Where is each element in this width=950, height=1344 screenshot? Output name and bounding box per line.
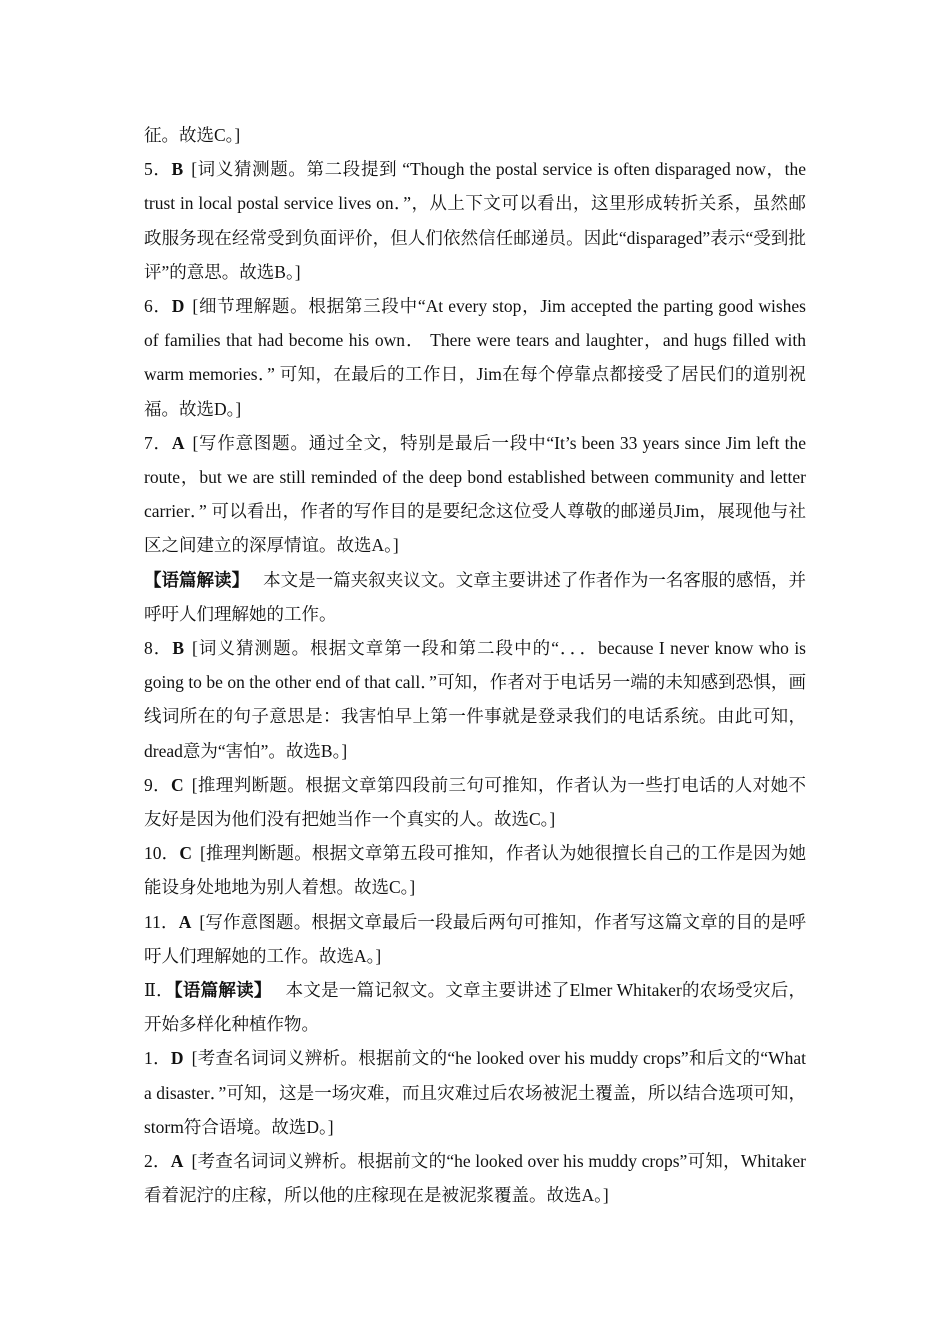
explanation-text: [推理判断题。根据文章第四段前三句可推知，作者认为一些打电话的人对她不友好是因为他们没有把她当作一个真实的人。故选C。] [144, 774, 807, 830]
answer-letter: C [171, 774, 184, 795]
passage-summary [144, 563, 806, 631]
answer-letter: A [171, 432, 185, 453]
answer-letter: B [171, 159, 184, 180]
passage-summary-section-2 [144, 973, 806, 1041]
explanation-text: [细节理解题。根据第三段中“At every stop，Jim accepted the parting good wishes of families that had become his own． There were tears and laughter，and hugs filled with warm memories．” 可知，在最后的工作日，Jim在每个停靠点都接受了居民们的道别祝福。故选D。] [144, 296, 806, 419]
section-number: Ⅱ． [144, 980, 174, 1001]
answer-item-5 [144, 152, 806, 289]
answer-item-6 [144, 289, 806, 426]
answer-item-7 [144, 426, 806, 563]
item-number: 5． [144, 159, 172, 180]
paragraph-text: 征。故选C。] [144, 125, 241, 145]
continuation-paragraph [144, 118, 806, 152]
answer-page [144, 118, 806, 1213]
answer-item-ii-2 [144, 1144, 806, 1212]
summary-text: 本文是一篇记叙文。文章主要讲述了Elmer Whitaker的农场受灾后，开始多样化种植作物。 [144, 980, 807, 1035]
item-number: 8． [144, 638, 173, 659]
explanation-text: [考查名词词义辨析。根据前文的“he looked over his muddy crops”和后文的“What a disaster．”可知，这是一场灾难，而且灾难过后农场被泥土覆盖，所以结合选项可知，storm符合语境。故选D。] [144, 1048, 806, 1137]
item-number: 7． [144, 432, 172, 453]
explanation-text: [推理判断题。根据文章第五段可推知，作者认为她很擅长自己的工作是因为她能设身处地地为别人着想。故选C。] [144, 843, 807, 898]
answer-item-10 [144, 836, 806, 904]
answer-letter: D [170, 1048, 184, 1069]
item-number: 6． [144, 296, 172, 317]
answer-letter: A [170, 1151, 184, 1172]
answer-item-11 [144, 905, 806, 973]
section-heading: 【语篇解读】 [144, 569, 250, 590]
item-number: 2． [144, 1151, 171, 1172]
answer-item-9 [144, 768, 806, 836]
summary-text: 本文是一篇夹叙夹议文。文章主要讲述了作者作为一名客服的感悟，并呼吁人们理解她的工作。 [144, 569, 807, 624]
explanation-text: [写作意图题。根据文章最后一段最后两句可推知，作者写这篇文章的目的是呼吁人们理解她的工作。故选A。] [144, 911, 806, 966]
answer-item-8 [144, 631, 806, 768]
item-number: 9． [144, 774, 172, 795]
answer-letter: C [179, 843, 192, 864]
item-number: 10． [144, 843, 180, 864]
item-number: 1． [144, 1048, 171, 1069]
answer-letter: D [171, 296, 185, 317]
answer-letter: A [178, 911, 192, 932]
item-number: 11． [144, 911, 179, 932]
answer-letter: B [172, 638, 185, 659]
explanation-text: [考查名词词义辨析。根据前文的“he looked over his muddy crops”可知，Whitaker看着泥泞的庄稼，所以他的庄稼现在是被泥浆覆盖。故选A。] [144, 1151, 806, 1206]
explanation-text: [写作意图题。通过全文，特别是最后一段中“It’s been 33 years since Jim left the route，but we are still reminded of the deep bond established between community and letter carrier．” 可以看出，作者的写作目的是要纪念这位受人尊敬的邮递员Jim，展现他与社区之间建立的深厚情谊。故选A。] [144, 432, 806, 556]
explanation-text: [词义猜测题。第二段提到 “Though the postal service is often disparaged now，the trust in local postal service lives on．”，从上下文可以看出，这里形成转折关系，虽然邮政服务现在经常受到负面评价，但人们依然信任邮递员。因此“disparaged”表示“受到批评”的意思。故选B。] [144, 159, 806, 282]
section-heading: 【语篇解读】 [173, 980, 272, 1001]
answer-item-ii-1 [144, 1041, 806, 1144]
explanation-text: [词义猜测题。根据文章第一段和第二段中的“．．．because I never know who is going to be on the other end of that call．”可知，作者对于电话另一端的未知感到恐惧，画线词所在的句子意思是：我害怕早上第一件事就是登录我们的电话系统。由此可知，dread意为“害怕”。故选B。] [144, 638, 806, 761]
